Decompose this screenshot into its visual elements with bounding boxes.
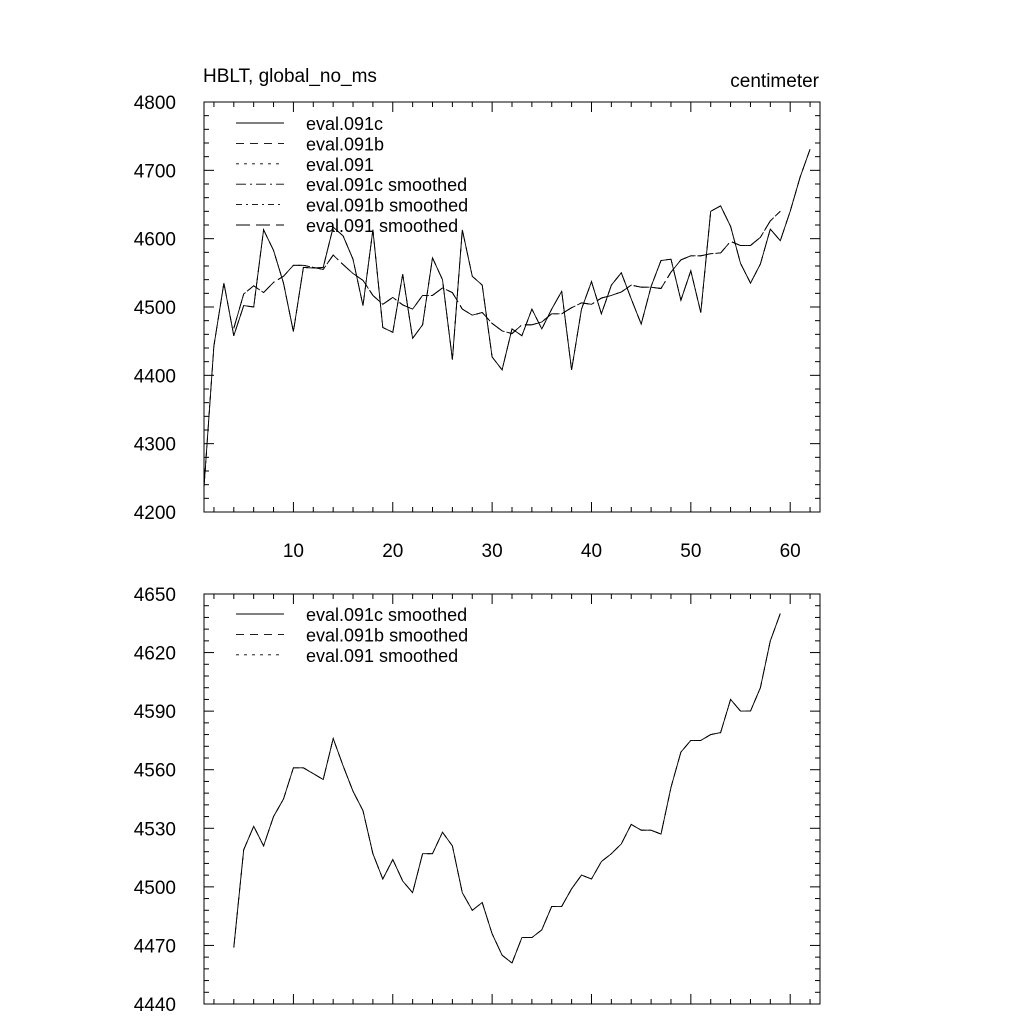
x-tick-label: 10 xyxy=(282,541,304,562)
legend-label: eval.091 smoothed xyxy=(306,216,459,236)
chart-title: HBLT, global_no_ms xyxy=(203,66,377,87)
y-tick-label: 4470 xyxy=(133,936,176,958)
y-tick-label: 4440 xyxy=(133,995,176,1016)
x-tick-label: 30 xyxy=(481,541,503,562)
y-tick-label: 4620 xyxy=(133,643,176,665)
plot-frame xyxy=(204,102,820,512)
top-panel xyxy=(134,66,820,562)
legend-label: eval.091b smoothed xyxy=(306,195,469,216)
series-line xyxy=(234,614,781,964)
x-tick-label: 40 xyxy=(580,541,603,562)
y-tick-label: 4300 xyxy=(133,434,176,456)
y-tick-label: 4650 xyxy=(133,585,176,606)
y-tick-label: 4500 xyxy=(133,877,176,899)
x-tick-label: 60 xyxy=(779,541,801,562)
legend-label: eval.091c smoothed xyxy=(306,605,468,625)
y-tick-label: 4700 xyxy=(133,161,176,183)
series-line xyxy=(234,614,781,964)
y-tick-label: 4200 xyxy=(133,503,176,524)
units-label: centimeter xyxy=(730,71,819,92)
bottom-panel xyxy=(134,585,820,1016)
y-tick-label: 4530 xyxy=(133,819,176,841)
legend-label: eval.091b xyxy=(306,134,385,155)
plot-frame xyxy=(204,594,820,1004)
y-tick-label: 4560 xyxy=(133,760,176,782)
x-tick-label: 20 xyxy=(382,541,404,562)
legend-label: eval.091c xyxy=(306,114,384,134)
legend-label: eval.091 smoothed xyxy=(306,645,459,666)
legend xyxy=(236,605,468,666)
x-tick-label: 50 xyxy=(680,541,702,562)
series-line xyxy=(204,149,810,487)
series-line xyxy=(234,614,781,964)
series-line xyxy=(204,149,810,487)
legend-label: eval.091 xyxy=(306,154,375,175)
legend xyxy=(236,114,468,236)
y-tick-label: 4800 xyxy=(133,93,176,114)
series-line xyxy=(204,149,810,487)
y-tick-label: 4400 xyxy=(133,366,176,388)
y-tick-label: 4500 xyxy=(133,298,176,319)
legend-label: eval.091c smoothed xyxy=(306,175,468,196)
y-tick-label: 4600 xyxy=(133,229,176,251)
y-tick-label: 4590 xyxy=(133,702,176,724)
legend-label: eval.091b smoothed xyxy=(306,625,469,646)
